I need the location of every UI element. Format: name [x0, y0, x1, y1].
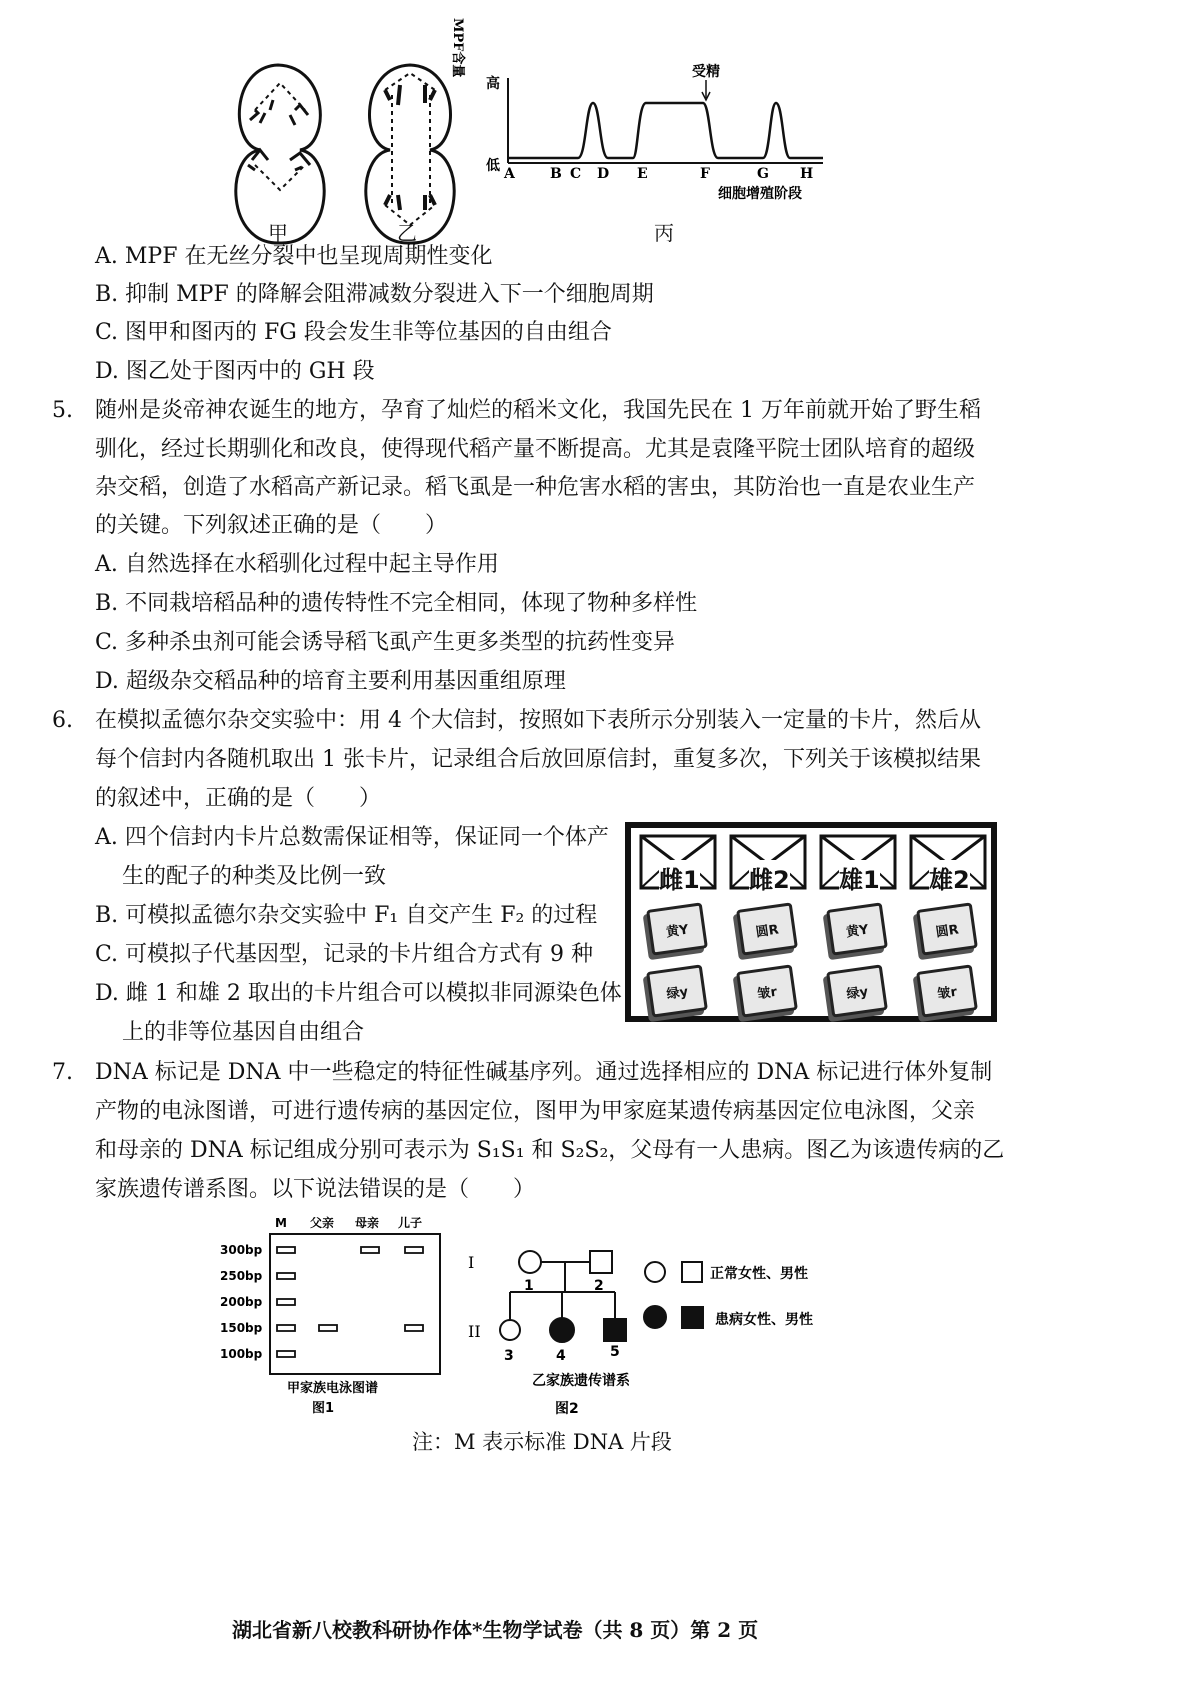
- q6-option-a-line1: A. 四个信封内卡片总数需保证相等，保证同一个体产: [95, 825, 609, 850]
- card-top-2: 圆R: [736, 902, 798, 955]
- x-tick-A: A: [504, 166, 515, 182]
- x-ticks: [503, 166, 813, 182]
- individual-1: [519, 1251, 541, 1273]
- band-m-100: [277, 1351, 295, 1357]
- gel-col-father: 父亲: [310, 1216, 335, 1230]
- band-mother-300: [361, 1247, 379, 1253]
- card-bottom-1: 绿y: [646, 964, 708, 1017]
- band-son-300: [405, 1247, 423, 1253]
- q6-stem-line3: 的叙述中，正确的是（ ）: [95, 786, 382, 811]
- card-bottom-2: 皱r: [736, 964, 798, 1017]
- q6-option-b: B. 可模拟孟德尔杂交实验中 F₁ 自交产生 F₂ 的过程: [95, 903, 598, 928]
- label-5: 5: [610, 1344, 620, 1360]
- legend-affected-text: 患病女性、男性: [715, 1312, 813, 1328]
- q7-stem-line2: 产物的电泳图谱，可进行遗传病的基因定位，图甲为甲家庭某遗传病基因定位电泳图，父亲: [95, 1099, 976, 1124]
- q7-stem-line3: 和母亲的 DNA 标记组成分别可表示为 S₁S₁ 和 S₂S₂，父母有一人患病。图乙为该遗传病的乙: [95, 1138, 1005, 1163]
- page-footer: 湖北省新八校教科研协作体*生物学试卷（共 8 页）第 2 页: [232, 1618, 759, 1642]
- gel-size-200: 200bp: [220, 1295, 263, 1309]
- q6-option-a-line2: 生的配子的种类及比例一致: [122, 864, 387, 889]
- q4-option-b: B. 抑制 MPF 的降解会阻滞减数分裂进入下一个细胞周期: [95, 282, 654, 307]
- q6-option-c: C. 可模拟子代基因型，记录的卡片组合方式有 9 种: [95, 942, 594, 967]
- x-tick-F: F: [700, 166, 710, 182]
- mpf-curve: [508, 103, 823, 158]
- gel-col-son: 儿子: [398, 1216, 423, 1230]
- band-m-250: [277, 1273, 295, 1279]
- generation-I: I: [468, 1253, 475, 1272]
- envelope-label: 雄1: [839, 860, 880, 895]
- x-tick-B: B: [550, 166, 562, 182]
- pedigree-figure: [460, 1240, 840, 1425]
- q5-stem-line1: 随州是炎帝神农诞生的地方，孕育了灿烂的稻米文化，我国先民在 1 万年前就开始了野生稻: [95, 398, 981, 423]
- card-top-1: 黄Y: [646, 902, 708, 955]
- q6-option-d-line2: 上的非等位基因自由组合: [122, 1020, 365, 1045]
- generation-II: II: [468, 1322, 481, 1341]
- gel-col-mother: 母亲: [355, 1216, 380, 1230]
- envelope-2: [729, 834, 807, 894]
- y-high: 高: [486, 76, 500, 92]
- q4-option-c: C. 图甲和图丙的 FG 段会发生非等位基因的自由组合: [95, 320, 612, 345]
- gel-title: 甲家族电泳图谱: [287, 1381, 379, 1396]
- cell-diagrams: [220, 55, 470, 225]
- q5-option-c: C. 多种杀虫剂可能会诱导稻飞虱产生更多类型的抗药性变异: [95, 630, 676, 655]
- label-2: 2: [594, 1278, 604, 1294]
- q4-option-a: A. MPF 在无丝分裂中也呈现周期性变化: [95, 244, 493, 269]
- band-m-150: [277, 1325, 295, 1331]
- legend-affected-female-icon: [644, 1306, 666, 1328]
- legend-normal-text: 正常女性、男性: [710, 1266, 808, 1282]
- q7-number: 7.: [52, 1060, 73, 1085]
- envelope-label: 雌1: [659, 860, 700, 895]
- q7-stem-line4: 家族遗传谱系图。以下说法错误的是（ ）: [95, 1177, 536, 1202]
- envelope-label: 雌2: [749, 860, 790, 895]
- q5-stem-line2: 驯化，经过长期驯化和改良，使得现代稻产量不断提高。尤其是袁隆平院士团队培育的超级: [95, 437, 976, 462]
- legend-normal-female-icon: [645, 1262, 665, 1282]
- x-tick-H: H: [800, 166, 814, 182]
- envelope-label: 雄2: [929, 860, 970, 895]
- mpf-chart: [450, 18, 838, 208]
- label-1: 1: [524, 1278, 534, 1294]
- x-tick-E: E: [637, 166, 648, 182]
- card-bottom-3: 绿y: [826, 964, 888, 1017]
- q5-option-a: A. 自然选择在水稻驯化过程中起主导作用: [95, 552, 499, 577]
- envelope-1: [639, 834, 717, 894]
- card-bottom-4: 皱r: [916, 964, 978, 1017]
- pedigree-fig-label: 图2: [555, 1401, 579, 1417]
- gel-figure: [215, 1212, 455, 1427]
- q7-stem-line1: DNA 标记是 DNA 中一些稳定的特征性碱基序列。通过选择相应的 DNA 标记进行体外复制: [95, 1060, 993, 1085]
- q4-option-d: D. 图乙处于图丙中的 GH 段: [95, 359, 375, 384]
- q6-stem-line2: 每个信封内各随机取出 1 张卡片，记录组合后放回原信封，重复多次，下列关于该模拟结果: [95, 747, 981, 772]
- x-label: 细胞增殖阶段: [718, 186, 802, 202]
- legend-affected-male-icon: [682, 1307, 703, 1328]
- q7-note: 注：M 表示标准 DNA 片段: [412, 1430, 672, 1454]
- x-tick-D: D: [597, 166, 610, 182]
- legend-normal-male-icon: [682, 1262, 702, 1282]
- pedigree-title: 乙家族遗传谱系: [532, 1373, 630, 1389]
- q6-option-d-line1: D. 雌 1 和雄 2 取出的卡片组合可以模拟非同源染色体: [95, 981, 622, 1006]
- envelope-4: [909, 834, 987, 894]
- y-label: MPF含量: [450, 18, 465, 78]
- individual-5: [604, 1319, 626, 1341]
- gel-fig-label: 图1: [312, 1401, 335, 1416]
- envelope-figure: [625, 822, 997, 1022]
- gel-size-250: 250bp: [220, 1269, 263, 1283]
- label-jia: 甲: [268, 221, 288, 245]
- label-bing: 丙: [654, 221, 674, 245]
- gel-size-100: 100bp: [220, 1347, 263, 1361]
- card-top-3: 黄Y: [826, 902, 888, 955]
- individual-4: [550, 1318, 574, 1342]
- band-m-300: [277, 1247, 295, 1253]
- band-father-150: [319, 1325, 337, 1331]
- band-m-200: [277, 1299, 295, 1305]
- annotation-text: 受精: [692, 64, 720, 80]
- label-3: 3: [504, 1348, 514, 1364]
- label-yi: 乙: [397, 221, 417, 245]
- q5-number: 5.: [52, 398, 73, 423]
- gel-col-m: M: [275, 1216, 287, 1230]
- gel-size-300: 300bp: [220, 1243, 263, 1257]
- q6-number: 6.: [52, 708, 73, 733]
- x-tick-C: C: [570, 166, 582, 182]
- gel-size-150: 150bp: [220, 1321, 263, 1335]
- label-4: 4: [556, 1348, 566, 1364]
- q5-option-d: D. 超级杂交稻品种的培育主要利用基因重组原理: [95, 669, 566, 694]
- individual-3: [500, 1320, 520, 1340]
- band-son-150: [405, 1325, 423, 1331]
- y-low: 低: [486, 158, 500, 174]
- individual-2: [590, 1251, 612, 1273]
- q6-stem-line1: 在模拟孟德尔杂交实验中：用 4 个大信封，按照如下表所示分别装入一定量的卡片，然后从: [95, 708, 981, 733]
- q5-stem-line3: 杂交稻，创造了水稻高产新记录。稻飞虱是一种危害水稻的害虫，其防治也一直是农业生产: [95, 475, 976, 500]
- card-top-4: 圆R: [916, 902, 978, 955]
- q5-option-b: B. 不同栽培稻品种的遗传特性不完全相同，体现了物种多样性: [95, 591, 698, 616]
- envelope-3: [819, 834, 897, 894]
- x-tick-G: G: [757, 166, 769, 182]
- q5-stem-line4: 的关键。下列叙述正确的是（ ）: [95, 513, 448, 538]
